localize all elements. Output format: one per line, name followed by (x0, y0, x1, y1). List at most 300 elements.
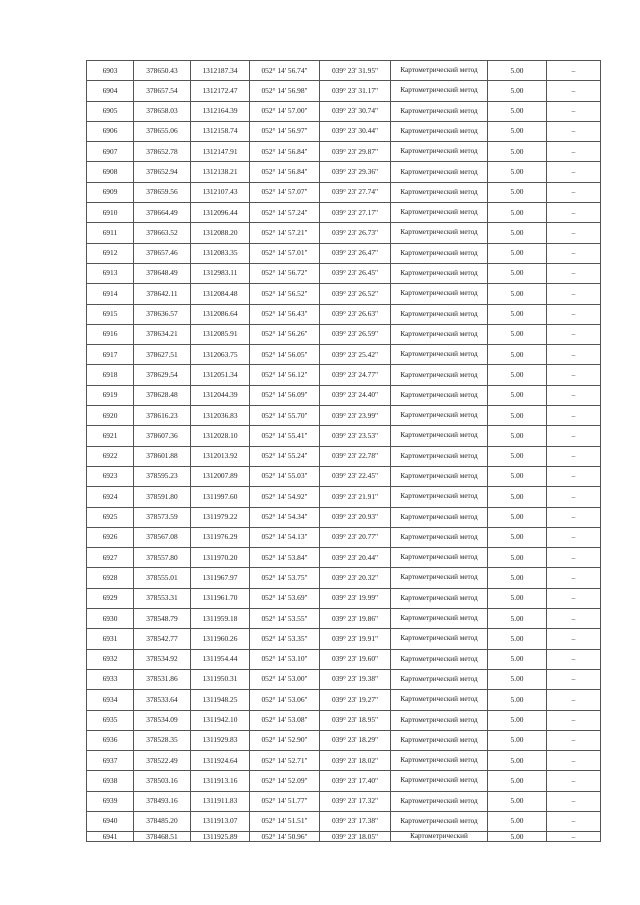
x-coordinate-cell: 378664.49 (134, 203, 191, 223)
table-row (87, 365, 601, 385)
x-coordinate-cell: 378648.49 (134, 263, 191, 283)
latitude-cell: 052° 14' 53.84" (250, 548, 320, 568)
longitude-cell: 039° 23' 29.87" (320, 142, 391, 162)
y-coordinate-cell: 1311913.16 (191, 771, 250, 791)
y-coordinate-cell: 1311954.44 (191, 649, 250, 669)
x-coordinate-cell: 378468.51 (134, 832, 191, 842)
method-cell: Картометрический метод (391, 609, 488, 629)
note-cell: – (547, 446, 601, 466)
note-cell: – (547, 142, 601, 162)
longitude-cell: 039° 23' 31.95" (320, 61, 391, 81)
table-row (87, 548, 601, 568)
method-cell: Картометрический метод (391, 710, 488, 730)
latitude-cell: 052° 14' 57.21" (250, 223, 320, 243)
table-row (87, 324, 601, 344)
x-coordinate-cell: 378601.88 (134, 446, 191, 466)
y-coordinate-cell: 1312088.20 (191, 223, 250, 243)
accuracy-cell: 5.00 (488, 385, 547, 405)
accuracy-cell: 5.00 (488, 304, 547, 324)
y-coordinate-cell: 1312096.44 (191, 203, 250, 223)
note-cell: – (547, 588, 601, 608)
table-row (87, 385, 601, 405)
x-coordinate-cell: 378528.35 (134, 730, 191, 750)
method-cell: Картометрический метод (391, 304, 488, 324)
longitude-cell: 039° 23' 26.52" (320, 284, 391, 304)
method-cell: Картометрический метод (391, 649, 488, 669)
accuracy-cell: 5.00 (488, 568, 547, 588)
accuracy-cell: 5.00 (488, 629, 547, 649)
x-coordinate-cell: 378628.48 (134, 385, 191, 405)
longitude-cell: 039° 23' 18.05" (320, 832, 391, 842)
note-cell: – (547, 690, 601, 710)
y-coordinate-cell: 1311942.10 (191, 710, 250, 730)
x-coordinate-cell: 378659.56 (134, 182, 191, 202)
note-cell: – (547, 203, 601, 223)
note-cell: – (547, 61, 601, 81)
accuracy-cell: 5.00 (488, 751, 547, 771)
method-cell: Картометрический метод (391, 669, 488, 689)
y-coordinate-cell: 1311913.07 (191, 811, 250, 831)
latitude-cell: 052° 14' 53.69" (250, 588, 320, 608)
point-number-cell: 6909 (87, 182, 134, 202)
latitude-cell: 052° 14' 53.10" (250, 649, 320, 669)
note-cell: – (547, 466, 601, 486)
point-number-cell: 6932 (87, 649, 134, 669)
accuracy-cell: 5.00 (488, 162, 547, 182)
note-cell: – (547, 365, 601, 385)
y-coordinate-cell: 1312086.64 (191, 304, 250, 324)
method-cell: Картометрический метод (391, 548, 488, 568)
y-coordinate-cell: 1311960.26 (191, 629, 250, 649)
x-coordinate-cell: 378663.52 (134, 223, 191, 243)
method-cell: Картометрический метод (391, 365, 488, 385)
note-cell: – (547, 345, 601, 365)
table-row (87, 243, 601, 263)
x-coordinate-cell: 378533.64 (134, 690, 191, 710)
method-cell: Картометрический метод (391, 223, 488, 243)
latitude-cell: 052° 14' 51.77" (250, 791, 320, 811)
y-coordinate-cell: 1312051.34 (191, 365, 250, 385)
method-cell: Картометрический метод (391, 263, 488, 283)
accuracy-cell: 5.00 (488, 527, 547, 547)
x-coordinate-cell: 378557.80 (134, 548, 191, 568)
table-row (87, 162, 601, 182)
x-coordinate-cell: 378595.23 (134, 466, 191, 486)
longitude-cell: 039° 23' 18.29" (320, 730, 391, 750)
point-number-cell: 6940 (87, 811, 134, 831)
accuracy-cell: 5.00 (488, 345, 547, 365)
longitude-cell: 039° 23' 27.17" (320, 203, 391, 223)
latitude-cell: 052° 14' 50.96" (250, 832, 320, 842)
method-cell: Картометрический метод (391, 629, 488, 649)
method-cell: Картометрический метод (391, 385, 488, 405)
y-coordinate-cell: 1312158.74 (191, 121, 250, 141)
longitude-cell: 039° 23' 19.91" (320, 629, 391, 649)
note-cell: – (547, 811, 601, 831)
x-coordinate-cell: 378548.79 (134, 609, 191, 629)
x-coordinate-cell: 378531.86 (134, 669, 191, 689)
table-row (87, 751, 601, 771)
y-coordinate-cell: 1312107.43 (191, 182, 250, 202)
note-cell: – (547, 710, 601, 730)
longitude-cell: 039° 23' 25.42" (320, 345, 391, 365)
note-cell: – (547, 669, 601, 689)
y-coordinate-cell: 1312983.11 (191, 263, 250, 283)
x-coordinate-cell: 378542.77 (134, 629, 191, 649)
note-cell: – (547, 81, 601, 101)
latitude-cell: 052° 14' 56.98" (250, 81, 320, 101)
table-row (87, 649, 601, 669)
longitude-cell: 039° 23' 20.32" (320, 568, 391, 588)
x-coordinate-cell: 378485.20 (134, 811, 191, 831)
table-row (87, 121, 601, 141)
note-cell: – (547, 304, 601, 324)
x-coordinate-cell: 378607.36 (134, 426, 191, 446)
longitude-cell: 039° 23' 18.95" (320, 710, 391, 730)
x-coordinate-cell: 378650.43 (134, 61, 191, 81)
point-number-cell: 6934 (87, 690, 134, 710)
method-cell: Картометрический метод (391, 811, 488, 831)
latitude-cell: 052° 14' 53.08" (250, 710, 320, 730)
longitude-cell: 039° 23' 22.78" (320, 446, 391, 466)
point-number-cell: 6933 (87, 669, 134, 689)
point-number-cell: 6922 (87, 446, 134, 466)
point-number-cell: 6904 (87, 81, 134, 101)
longitude-cell: 039° 23' 19.60" (320, 649, 391, 669)
point-number-cell: 6912 (87, 243, 134, 263)
latitude-cell: 052° 14' 55.41" (250, 426, 320, 446)
point-number-cell: 6905 (87, 101, 134, 121)
latitude-cell: 052° 14' 57.07" (250, 182, 320, 202)
method-cell: Картометрический метод (391, 466, 488, 486)
latitude-cell: 052° 14' 51.51" (250, 811, 320, 831)
note-cell: – (547, 751, 601, 771)
table-row (87, 304, 601, 324)
y-coordinate-cell: 1311959.18 (191, 609, 250, 629)
latitude-cell: 052° 14' 53.55" (250, 609, 320, 629)
note-cell: – (547, 101, 601, 121)
x-coordinate-cell: 378555.01 (134, 568, 191, 588)
table-row (87, 61, 601, 81)
y-coordinate-cell: 1312028.10 (191, 426, 250, 446)
accuracy-cell: 5.00 (488, 466, 547, 486)
y-coordinate-cell: 1312187.34 (191, 61, 250, 81)
table-row (87, 81, 601, 101)
longitude-cell: 039° 23' 30.74" (320, 101, 391, 121)
accuracy-cell: 5.00 (488, 223, 547, 243)
y-coordinate-cell: 1311961.70 (191, 588, 250, 608)
y-coordinate-cell: 1311967.97 (191, 568, 250, 588)
table-row (87, 345, 601, 365)
y-coordinate-cell: 1312164.39 (191, 101, 250, 121)
latitude-cell: 052° 14' 53.75" (250, 568, 320, 588)
table-row (87, 811, 601, 831)
method-cell: Картометрический метод (391, 142, 488, 162)
latitude-cell: 052° 14' 53.35" (250, 629, 320, 649)
x-coordinate-cell: 378627.51 (134, 345, 191, 365)
method-cell: Картометрический метод (391, 507, 488, 527)
point-number-cell: 6937 (87, 751, 134, 771)
latitude-cell: 052° 14' 57.00" (250, 101, 320, 121)
y-coordinate-cell: 1311925.89 (191, 832, 250, 842)
note-cell: – (547, 629, 601, 649)
y-coordinate-cell: 1312085.91 (191, 324, 250, 344)
table-row (87, 527, 601, 547)
accuracy-cell: 5.00 (488, 121, 547, 141)
x-coordinate-cell: 378658.03 (134, 101, 191, 121)
longitude-cell: 039° 23' 26.47" (320, 243, 391, 263)
accuracy-cell: 5.00 (488, 690, 547, 710)
y-coordinate-cell: 1311924.64 (191, 751, 250, 771)
coordinates-table-page (86, 60, 600, 842)
note-cell: – (547, 263, 601, 283)
method-cell: Картометрический метод (391, 730, 488, 750)
latitude-cell: 052° 14' 56.97" (250, 121, 320, 141)
longitude-cell: 039° 23' 26.63" (320, 304, 391, 324)
accuracy-cell: 5.00 (488, 446, 547, 466)
accuracy-cell: 5.00 (488, 182, 547, 202)
point-number-cell: 6919 (87, 385, 134, 405)
method-cell: Картометрический метод (391, 101, 488, 121)
point-number-cell: 6930 (87, 609, 134, 629)
note-cell: – (547, 507, 601, 527)
table-row (87, 203, 601, 223)
method-cell: Картометрический метод (391, 284, 488, 304)
accuracy-cell: 5.00 (488, 426, 547, 446)
accuracy-cell: 5.00 (488, 263, 547, 283)
table-row (87, 690, 601, 710)
accuracy-cell: 5.00 (488, 81, 547, 101)
longitude-cell: 039° 23' 26.45" (320, 263, 391, 283)
latitude-cell: 052° 14' 53.06" (250, 690, 320, 710)
accuracy-cell: 5.00 (488, 649, 547, 669)
latitude-cell: 052° 14' 56.84" (250, 142, 320, 162)
table-row (87, 182, 601, 202)
note-cell: – (547, 284, 601, 304)
y-coordinate-cell: 1311997.60 (191, 487, 250, 507)
accuracy-cell: 5.00 (488, 548, 547, 568)
x-coordinate-cell: 378629.54 (134, 365, 191, 385)
y-coordinate-cell: 1311976.29 (191, 527, 250, 547)
x-coordinate-cell: 378616.23 (134, 406, 191, 426)
y-coordinate-cell: 1312063.75 (191, 345, 250, 365)
longitude-cell: 039° 23' 20.77" (320, 527, 391, 547)
x-coordinate-cell: 378522.49 (134, 751, 191, 771)
x-coordinate-cell: 378655.06 (134, 121, 191, 141)
y-coordinate-cell: 1312083.35 (191, 243, 250, 263)
x-coordinate-cell: 378652.78 (134, 142, 191, 162)
accuracy-cell: 5.00 (488, 771, 547, 791)
latitude-cell: 052° 14' 56.12" (250, 365, 320, 385)
latitude-cell: 052° 14' 52.71" (250, 751, 320, 771)
latitude-cell: 052° 14' 57.24" (250, 203, 320, 223)
method-cell: Картометрический метод (391, 751, 488, 771)
longitude-cell: 039° 23' 27.74" (320, 182, 391, 202)
method-cell: Картометрический метод (391, 446, 488, 466)
note-cell: – (547, 832, 601, 842)
accuracy-cell: 5.00 (488, 101, 547, 121)
x-coordinate-cell: 378567.08 (134, 527, 191, 547)
x-coordinate-cell: 378652.94 (134, 162, 191, 182)
accuracy-cell: 5.00 (488, 243, 547, 263)
x-coordinate-cell: 378657.54 (134, 81, 191, 101)
note-cell: – (547, 182, 601, 202)
y-coordinate-cell: 1312044.39 (191, 385, 250, 405)
point-number-cell: 6923 (87, 466, 134, 486)
table-row (87, 507, 601, 527)
note-cell: – (547, 568, 601, 588)
x-coordinate-cell: 378534.92 (134, 649, 191, 669)
method-cell: Картометрический метод (391, 345, 488, 365)
accuracy-cell: 5.00 (488, 730, 547, 750)
longitude-cell: 039° 23' 24.77" (320, 365, 391, 385)
method-cell: Картометрический метод (391, 182, 488, 202)
point-number-cell: 6931 (87, 629, 134, 649)
table-row (87, 669, 601, 689)
table-row (87, 791, 601, 811)
note-cell: – (547, 385, 601, 405)
point-number-cell: 6907 (87, 142, 134, 162)
longitude-cell: 039° 23' 19.86" (320, 609, 391, 629)
y-coordinate-cell: 1311948.25 (191, 690, 250, 710)
table-row (87, 730, 601, 750)
table-row (87, 263, 601, 283)
longitude-cell: 039° 23' 29.36" (320, 162, 391, 182)
method-cell: Картометрический метод (391, 426, 488, 446)
longitude-cell: 039° 23' 26.59" (320, 324, 391, 344)
point-number-cell: 6910 (87, 203, 134, 223)
method-cell: Картометрический метод (391, 243, 488, 263)
table-row (87, 223, 601, 243)
latitude-cell: 052° 14' 55.70" (250, 406, 320, 426)
y-coordinate-cell: 1312013.92 (191, 446, 250, 466)
x-coordinate-cell: 378534.09 (134, 710, 191, 730)
latitude-cell: 052° 14' 56.05" (250, 345, 320, 365)
y-coordinate-cell: 1311970.20 (191, 548, 250, 568)
note-cell: – (547, 324, 601, 344)
note-cell: – (547, 223, 601, 243)
longitude-cell: 039° 23' 21.91" (320, 487, 391, 507)
table-row (87, 406, 601, 426)
point-number-cell: 6921 (87, 426, 134, 446)
accuracy-cell: 5.00 (488, 609, 547, 629)
method-cell: Картометрический метод (391, 771, 488, 791)
x-coordinate-cell: 378553.31 (134, 588, 191, 608)
latitude-cell: 052° 14' 54.34" (250, 507, 320, 527)
longitude-cell: 039° 23' 17.40" (320, 771, 391, 791)
longitude-cell: 039° 23' 22.45" (320, 466, 391, 486)
note-cell: – (547, 406, 601, 426)
method-cell: Картометрический метод (391, 527, 488, 547)
accuracy-cell: 5.00 (488, 588, 547, 608)
point-number-cell: 6915 (87, 304, 134, 324)
latitude-cell: 052° 14' 56.09" (250, 385, 320, 405)
note-cell: – (547, 162, 601, 182)
longitude-cell: 039° 23' 20.44" (320, 548, 391, 568)
method-cell: Картометрический метод (391, 588, 488, 608)
point-number-cell: 6938 (87, 771, 134, 791)
table-row (87, 710, 601, 730)
y-coordinate-cell: 1312147.91 (191, 142, 250, 162)
note-cell: – (547, 609, 601, 629)
latitude-cell: 052° 14' 52.90" (250, 730, 320, 750)
note-cell: – (547, 791, 601, 811)
latitude-cell: 052° 14' 56.43" (250, 304, 320, 324)
latitude-cell: 052° 14' 56.84" (250, 162, 320, 182)
table-row (87, 446, 601, 466)
latitude-cell: 052° 14' 52.09" (250, 771, 320, 791)
table-row (87, 466, 601, 486)
y-coordinate-cell: 1312084.48 (191, 284, 250, 304)
latitude-cell: 052° 14' 55.03" (250, 466, 320, 486)
y-coordinate-cell: 1311979.22 (191, 507, 250, 527)
table-row (87, 609, 601, 629)
note-cell: – (547, 730, 601, 750)
point-number-cell: 6928 (87, 568, 134, 588)
point-number-cell: 6926 (87, 527, 134, 547)
note-cell: – (547, 121, 601, 141)
method-cell: Картометрический метод (391, 61, 488, 81)
x-coordinate-cell: 378591.80 (134, 487, 191, 507)
x-coordinate-cell: 378493.16 (134, 791, 191, 811)
accuracy-cell: 5.00 (488, 142, 547, 162)
point-number-cell: 6936 (87, 730, 134, 750)
y-coordinate-cell: 1312172.47 (191, 81, 250, 101)
longitude-cell: 039° 23' 23.99" (320, 406, 391, 426)
y-coordinate-cell: 1312138.21 (191, 162, 250, 182)
accuracy-cell: 5.00 (488, 61, 547, 81)
table-row (87, 101, 601, 121)
note-cell: – (547, 649, 601, 669)
table-row (87, 588, 601, 608)
longitude-cell: 039° 23' 23.53" (320, 426, 391, 446)
point-number-cell: 6927 (87, 548, 134, 568)
table-row (87, 284, 601, 304)
x-coordinate-cell: 378634.21 (134, 324, 191, 344)
accuracy-cell: 5.00 (488, 507, 547, 527)
accuracy-cell: 5.00 (488, 811, 547, 831)
longitude-cell: 039° 23' 26.73" (320, 223, 391, 243)
latitude-cell: 052° 14' 55.24" (250, 446, 320, 466)
point-number-cell: 6920 (87, 406, 134, 426)
latitude-cell: 052° 14' 56.72" (250, 263, 320, 283)
method-cell: Картометрический метод (391, 791, 488, 811)
longitude-cell: 039° 23' 24.40" (320, 385, 391, 405)
latitude-cell: 052° 14' 56.26" (250, 324, 320, 344)
point-number-cell: 6911 (87, 223, 134, 243)
point-number-cell: 6929 (87, 588, 134, 608)
point-number-cell: 6917 (87, 345, 134, 365)
x-coordinate-cell: 378636.57 (134, 304, 191, 324)
table-row (87, 487, 601, 507)
latitude-cell: 052° 14' 56.52" (250, 284, 320, 304)
y-coordinate-cell: 1311929.83 (191, 730, 250, 750)
note-cell: – (547, 548, 601, 568)
longitude-cell: 039° 23' 19.27" (320, 690, 391, 710)
y-coordinate-cell: 1312036.83 (191, 406, 250, 426)
longitude-cell: 039° 23' 19.99" (320, 588, 391, 608)
table-row (87, 629, 601, 649)
latitude-cell: 052° 14' 57.01" (250, 243, 320, 263)
method-cell: Картометрический (391, 832, 488, 842)
method-cell: Картометрический метод (391, 487, 488, 507)
accuracy-cell: 5.00 (488, 284, 547, 304)
table-row (87, 568, 601, 588)
point-number-cell: 6916 (87, 324, 134, 344)
accuracy-cell: 5.00 (488, 324, 547, 344)
note-cell: – (547, 243, 601, 263)
longitude-cell: 039° 23' 17.38" (320, 811, 391, 831)
